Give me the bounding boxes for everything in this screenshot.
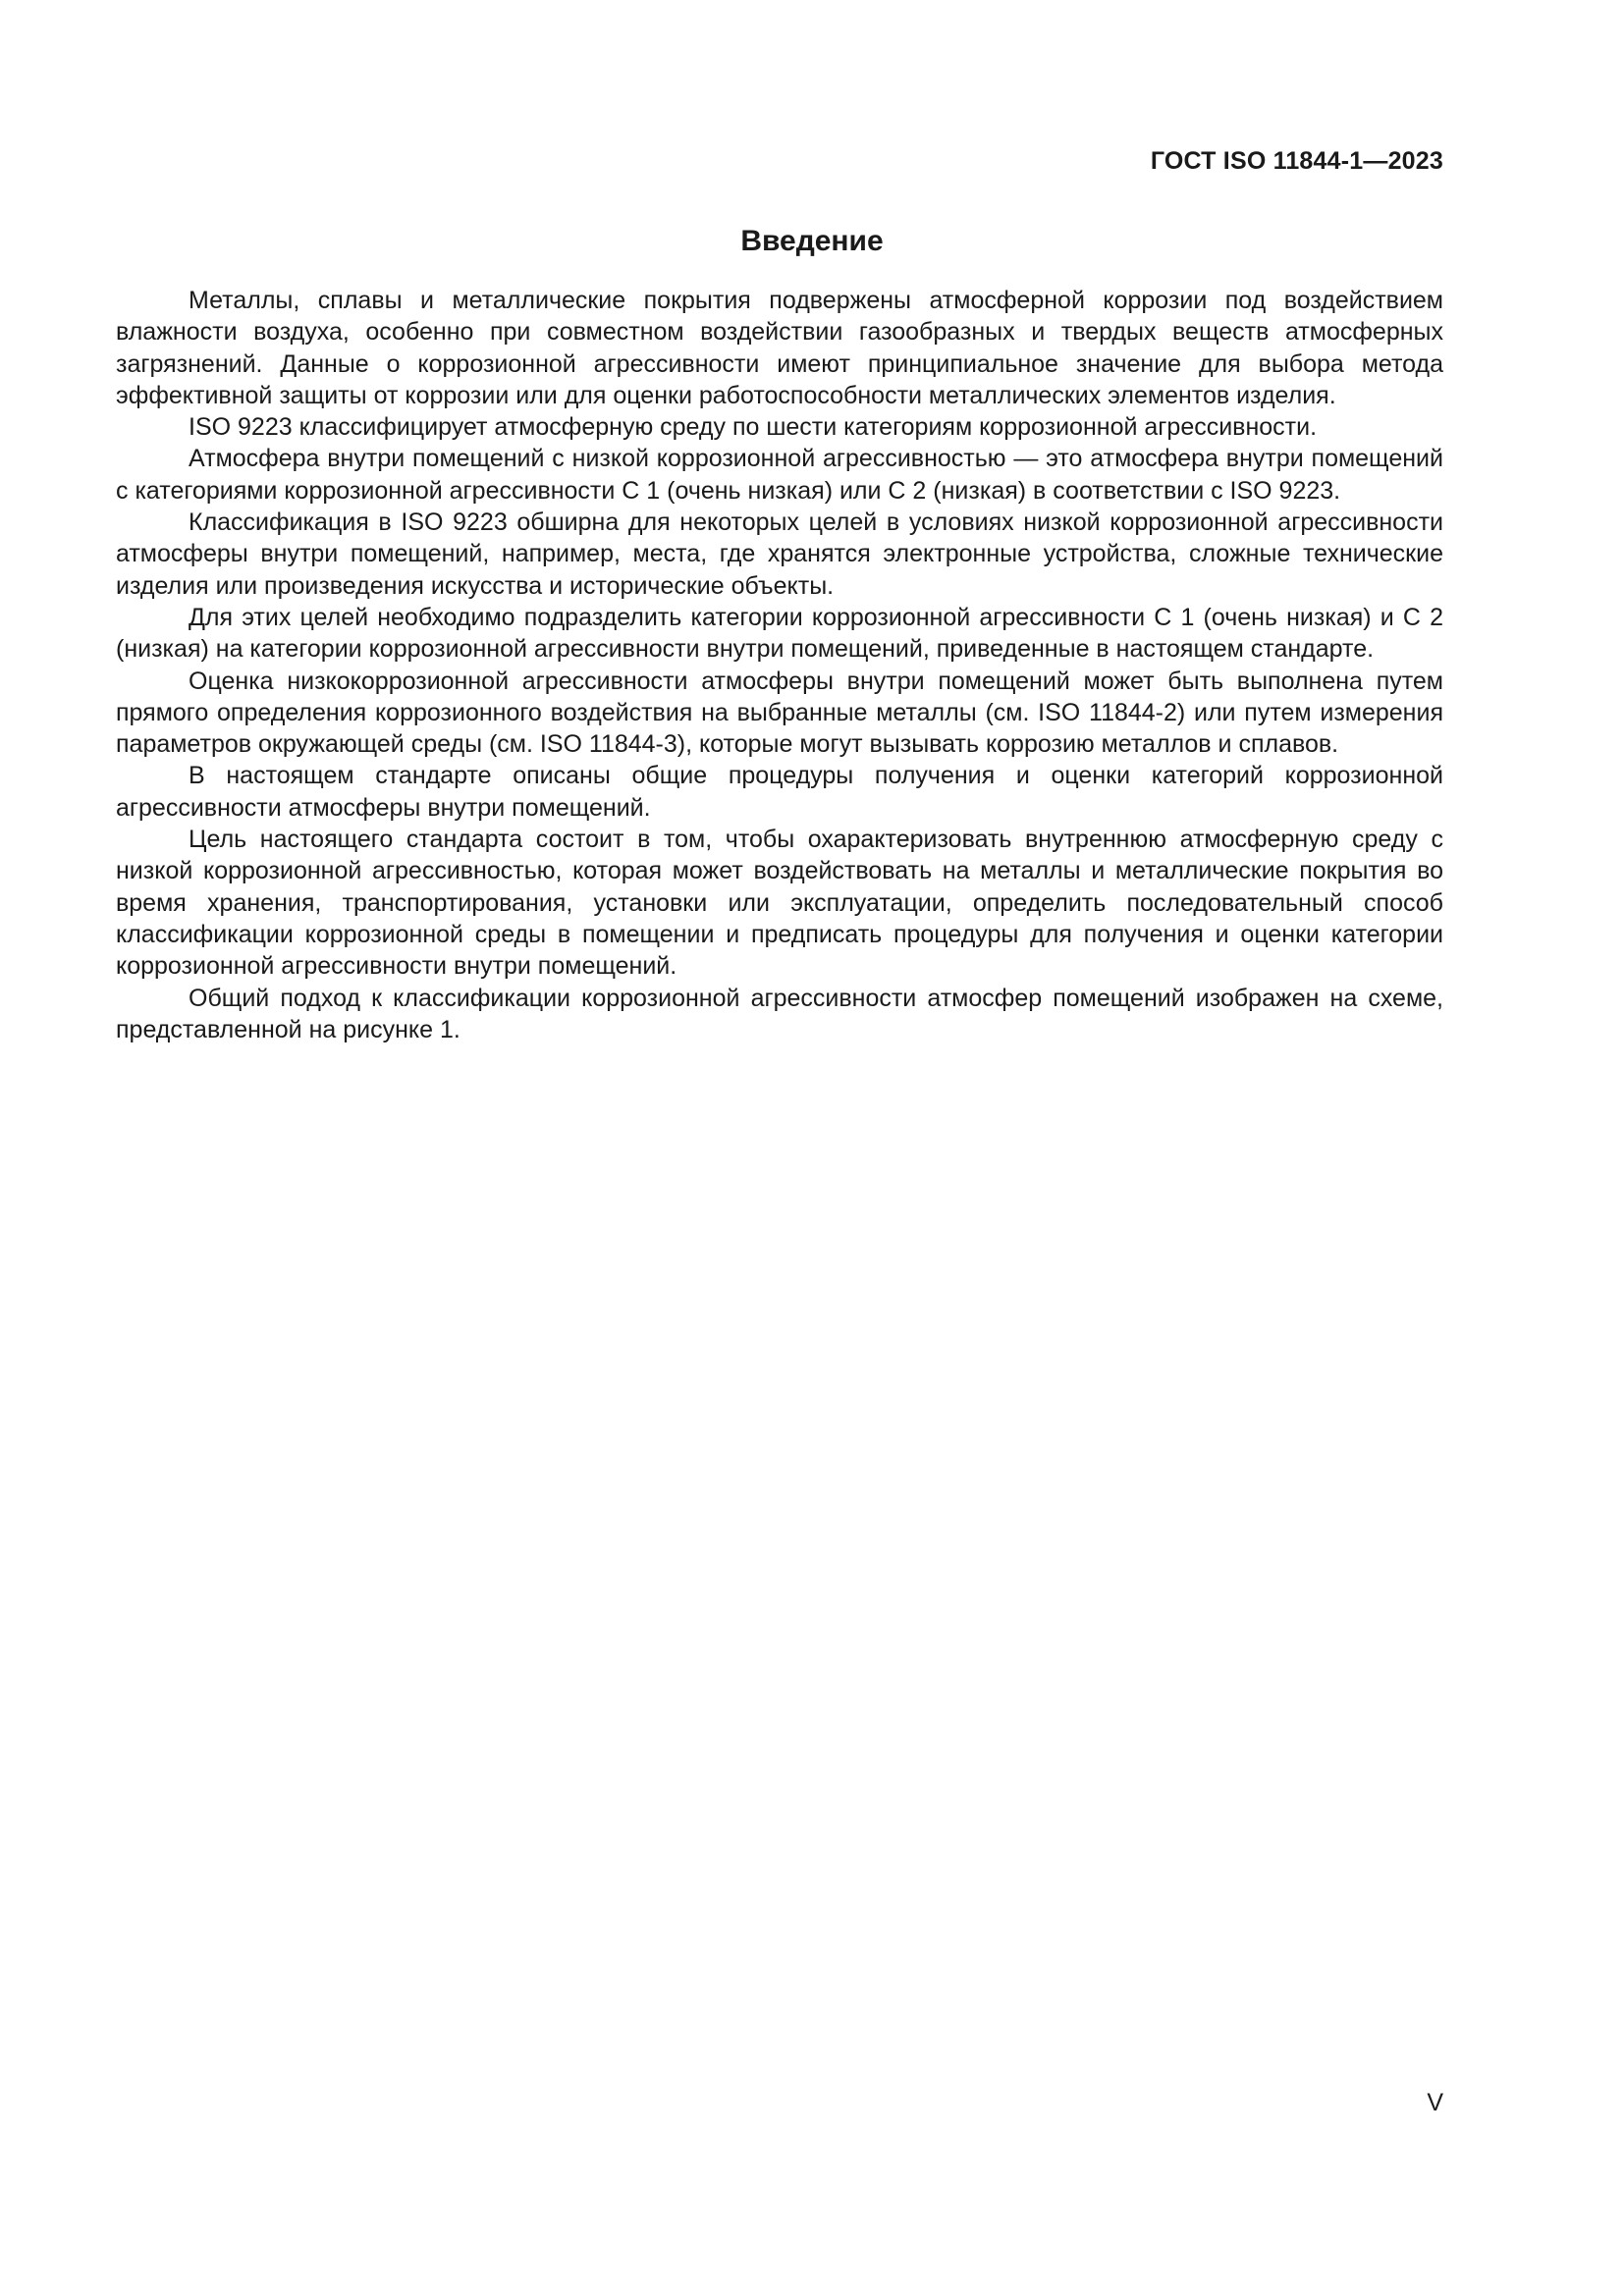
- paragraph: ISO 9223 классифицирует атмосферную среду по шести категориям коррозионной агрессивности.: [189, 413, 1318, 442]
- paragraph: Металлы, сплавы и металлические покрытия подвержены атмосферной коррозии под воздействием влажности воздуха, особенно при совместном воздействии газообразных и твердых веществ атмосферных загрязнений. Данные о коррозионной агрессивности имеют принципиальное значение для выбора метода эффективной защиты от коррозии или для оценки работоспособности металлических элементов изделия.: [116, 287, 1443, 409]
- page-number: V: [1427, 2089, 1443, 2116]
- paragraph: В настоящем стандарте описаны общие процедуры получения и оценки категорий коррозионной агрессивности атмосферы внутри помещений.: [116, 762, 1443, 822]
- paragraph: Цель настоящего стандарта состоит в том, чтобы охарактеризовать внутреннюю атмосферную среду с низкой коррозионной агрессивностью, которая может воздействовать на металлы и металлические покрытия во время хранения, транспортирования, установки или эксплуатации, определить последовательный способ классификации коррозионной среды в помещении и предписать процедуры для получения и оценки категории коррозионной агрессивности внутри помещений.: [116, 826, 1443, 981]
- document-code: ГОСТ ISO 11844-1—2023: [1150, 147, 1443, 175]
- paragraph: Классификация в ISO 9223 обширна для некоторых целей в условиях низкой коррозионной агрессивности атмосферы внутри помещений, например, места, где хранятся электронные устройства, сложные технические изделия или произведения искусства и исторические объекты.: [116, 508, 1443, 600]
- paragraph: Оценка низкокоррозионной агрессивности атмосферы внутри помещений может быть выполнена путем прямого определения коррозионного воздействия на выбранные металлы (см. ISO 11844-2) или путем измерения параметров окружающей среды (см. ISO 11844-3), которые могут вызывать коррозию металлов и сплавов.: [116, 667, 1443, 759]
- paragraph: Общий подход к классификации коррозионной агрессивности атмосфер помещений изображен на схеме, представленной на рисунке 1.: [116, 984, 1443, 1043]
- body-text: [116, 285, 1443, 1045]
- section-title: Введение: [740, 225, 884, 257]
- paragraph: Для этих целей необходимо подразделить категории коррозионной агрессивности С 1 (очень низкая) и С 2 (низкая) на категории коррозионной агрессивности внутри помещений, приведенные в настоящем стандарте.: [116, 603, 1443, 664]
- paragraph: Атмосфера внутри помещений с низкой коррозионной агрессивностью — это атмосфера внутри помещений с категориями коррозионной агрессивности С 1 (очень низкая) или С 2 (низкая) в соответствии с ISO 9223.: [116, 445, 1443, 505]
